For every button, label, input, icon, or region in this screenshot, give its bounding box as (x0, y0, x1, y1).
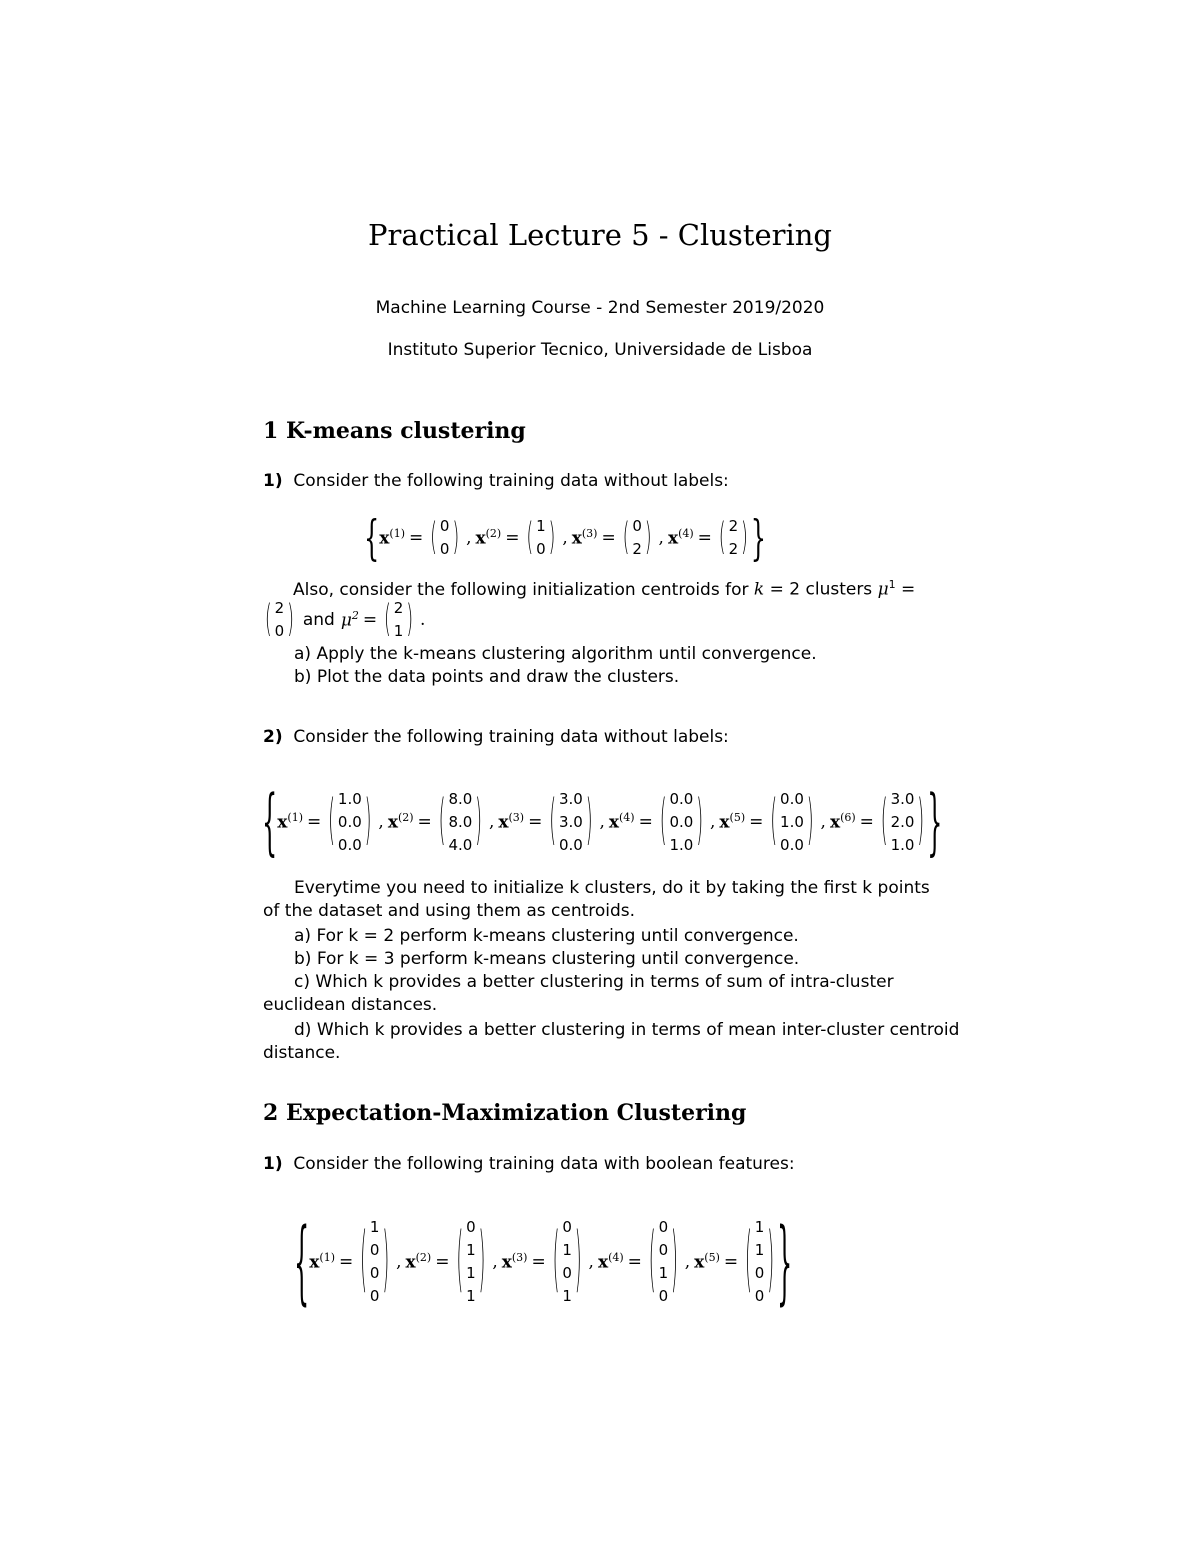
s2-q1-intro: 1) Consider the following training data with boolean features: (263, 1154, 795, 1174)
vector-entry: 0.0 (558, 835, 583, 854)
vector-symbol: $x^{(5)}$ (719, 811, 746, 833)
s1-q2-part-d2: distance. (263, 1043, 341, 1063)
vector-symbol: $x^{(2)}$ (405, 1251, 432, 1273)
vector-entry: 0 (369, 1241, 380, 1259)
s1-q2-part-b: b) For k = 3 perform k-means clustering until convergence. (294, 949, 800, 969)
s1-q1-centroids: ( 2 0 ) and $\mu^2$ = ( 2 1 ) . (265, 598, 426, 642)
and-text: and (302, 610, 335, 630)
right-brace: } (776, 1208, 793, 1316)
vector-entry: 8.0 (448, 789, 473, 808)
vector-entry: 1 (466, 1264, 476, 1282)
vector-entry: 0.0 (780, 789, 804, 808)
column-vector: ( 0 2 ) (622, 516, 652, 560)
s1-q1-init-text: Also, consider the following initialization centroids for k = 2 clusters $\mu^1$ = (293, 578, 916, 600)
s1-q1-intro: 1) Consider the following training data without labels: (263, 471, 729, 491)
s1-q2-p1: Everytime you need to initialize k clusters, do it by taking the first k points (294, 878, 930, 898)
s1-q2-intro: 2) Consider the following training data without labels: (263, 727, 729, 747)
vector-entry: 1 (369, 1218, 380, 1236)
vector-entry: 1 (658, 1264, 669, 1282)
column-vector: ( 3.0 2.0 1.0 ) (881, 788, 924, 857)
vector-entry: 1 (562, 1241, 572, 1259)
s1-q2-p1b: of the dataset and using them as centroids. (263, 901, 636, 921)
vector-entry: 0.0 (669, 789, 694, 808)
vector-symbol: $x^{(4)}$ (667, 527, 694, 549)
column-vector: ( 2 1 ) (384, 598, 413, 642)
vector-entry: 0 (658, 1287, 669, 1305)
vector-entry: 2.0 (890, 812, 915, 831)
section-1-heading: 1 K-means clustering (263, 418, 526, 444)
vector-entry: 4.0 (448, 835, 473, 854)
course-subtitle: Machine Learning Course - 2nd Semester 2019/2020 (375, 298, 825, 318)
vector-entry: 1 (393, 622, 404, 640)
vector-entry: 3.0 (558, 812, 583, 831)
vector-entry: 0 (658, 1241, 669, 1259)
vector-entry: 0 (754, 1287, 765, 1305)
vector-entry: 0 (439, 517, 450, 535)
column-vector: ( 0 0 1 0 ) (649, 1216, 678, 1308)
column-vector: ( 2 2 ) (718, 516, 748, 560)
column-vector: ( 0.0 1.0 0.0 ) (770, 788, 813, 857)
s1-q1-part-b: b) Plot the data points and draw the clusters. (294, 667, 680, 687)
section-2-heading: 2 Expectation-Maximization Clustering (263, 1100, 747, 1126)
vector-entry: 3.0 (890, 789, 915, 808)
vector-entry: 0.0 (337, 812, 362, 831)
left-brace: { (262, 780, 278, 864)
column-vector: ( 1.0 0.0 0.0 ) (328, 788, 371, 857)
s1-q2-part-c2: euclidean distances. (263, 995, 438, 1015)
column-vector: ( 3.0 3.0 0.0 ) (549, 788, 592, 857)
s1-q1-part-a: a) Apply the k-means clustering algorithm until convergence. (294, 644, 817, 664)
vector-entry: 3.0 (558, 789, 583, 808)
column-vector: ( 1 1 0 0 ) (745, 1216, 774, 1308)
vector-entry: 1.0 (890, 835, 915, 854)
vector-entry: 0 (369, 1287, 380, 1305)
vector-entry: 0.0 (337, 835, 362, 854)
vector-entry: 2 (274, 599, 285, 617)
vector-symbol: $x^{(3)}$ (571, 527, 598, 549)
vector-symbol: $x^{(2)}$ (475, 527, 502, 549)
vector-entry: 0 (658, 1218, 669, 1236)
column-vector: ( 0 1 0 1 ) (553, 1216, 582, 1308)
vector-entry: 0 (562, 1218, 572, 1236)
vector-symbol: $x^{(3)}$ (501, 1251, 528, 1273)
column-vector: ( 1 0 ) (526, 516, 556, 560)
left-brace: { (294, 1208, 310, 1316)
vector-entry: 2 (393, 599, 404, 617)
vector-entry: 1.0 (780, 812, 804, 831)
s1-q2-part-c1: c) Which k provides a better clustering in terms of sum of intra-cluster (294, 972, 894, 992)
vector-entry: 0 (754, 1264, 765, 1282)
vector-symbol: $x^{(1)}$ (309, 1251, 336, 1273)
vector-entry: 1 (754, 1241, 765, 1259)
column-vector: ( 2 0 ) (265, 598, 294, 642)
institution-subtitle: Instituto Superior Tecnico, Universidade de Lisboa (387, 340, 813, 360)
vector-entry: 2 (728, 540, 739, 558)
vector-entry: 2 (728, 517, 739, 535)
vector-entry: 0 (562, 1264, 572, 1282)
column-vector: ( 0 1 1 1 ) (456, 1216, 485, 1308)
vector-entry: 1 (466, 1287, 476, 1305)
vector-entry: 0.0 (669, 812, 694, 831)
s1-q1-dataset: { $x^{(1)}$ = ( 0 0 ) , $x^{(2)}$ = ( 1 0 ) , $x^{(3)}$ = ( 0 2 ) , $x^{(4)}$ = ( 2 2 ) } (364, 510, 767, 566)
vector-entry: 8.0 (448, 812, 473, 831)
vector-symbol: $x^{(1)}$ (277, 811, 304, 833)
s2-q1-dataset: { $x^{(1)}$ = ( 1 0 0 0 ) , $x^{(2)}$ = ( 0 1 1 1 ) , $x^{(3)}$ = ( 0 1 0 1 ) , $x^{(4)}$ = ( 0 0 1 0 ) , $x^{(5)}$ = ( 1 1 0 0 ) } (294, 1208, 793, 1316)
left-brace: { (364, 510, 380, 566)
column-vector: ( 1 0 0 0 ) (360, 1216, 389, 1308)
s1-q2-dataset: { $x^{(1)}$ = ( 1.0 0.0 0.0 ) , $x^{(2)}$ = ( 8.0 8.0 4.0 ) , $x^{(3)}$ = ( 3.0 3.0 0.0 ) , $x^{(4)}$ = ( 0.0 0.0 1.0 ) , $x^{(5)}$ = ( 0.0 1.0 0.0 ) , $x^{(6)}$ = ( 3.0 2.0 1.0 ) } (262, 780, 943, 864)
s1-q2-part-d1: d) Which k provides a better clustering in terms of mean inter-cluster centroid (294, 1020, 960, 1040)
vector-entry: 1 (466, 1241, 476, 1259)
vector-entry: 0 (439, 540, 450, 558)
vector-symbol: $x^{(4)}$ (597, 1251, 624, 1273)
vector-symbol: $x^{(5)}$ (694, 1251, 720, 1273)
vector-entry: 0 (632, 517, 642, 535)
vector-symbol: $x^{(3)}$ (498, 811, 525, 833)
vector-symbol: $x^{(1)}$ (379, 527, 406, 549)
column-vector: ( 0 0 ) (430, 516, 460, 560)
column-vector: ( 8.0 8.0 4.0 ) (439, 788, 482, 857)
right-brace: } (750, 510, 767, 566)
vector-entry: 1 (536, 517, 546, 535)
vector-entry: 0 (536, 540, 546, 558)
page-title: Practical Lecture 5 - Clustering (368, 218, 832, 252)
vector-entry: 2 (632, 540, 642, 558)
vector-entry: 1.0 (337, 789, 362, 808)
vector-entry: 1 (562, 1287, 572, 1305)
column-vector: ( 0.0 0.0 1.0 ) (660, 788, 703, 857)
vector-symbol: $x^{(6)}$ (829, 811, 856, 833)
vector-symbol: $x^{(2)}$ (387, 811, 414, 833)
vector-entry: 0.0 (780, 835, 804, 854)
s1-q2-part-a: a) For k = 2 perform k-means clustering until convergence. (294, 926, 799, 946)
vector-entry: 1 (754, 1218, 765, 1236)
vector-entry: 0 (369, 1264, 380, 1282)
vector-entry: 0 (466, 1218, 476, 1236)
vector-entry: 1.0 (669, 835, 694, 854)
right-brace: } (927, 780, 943, 864)
vector-entry: 0 (274, 622, 285, 640)
vector-symbol: $x^{(4)}$ (608, 811, 635, 833)
